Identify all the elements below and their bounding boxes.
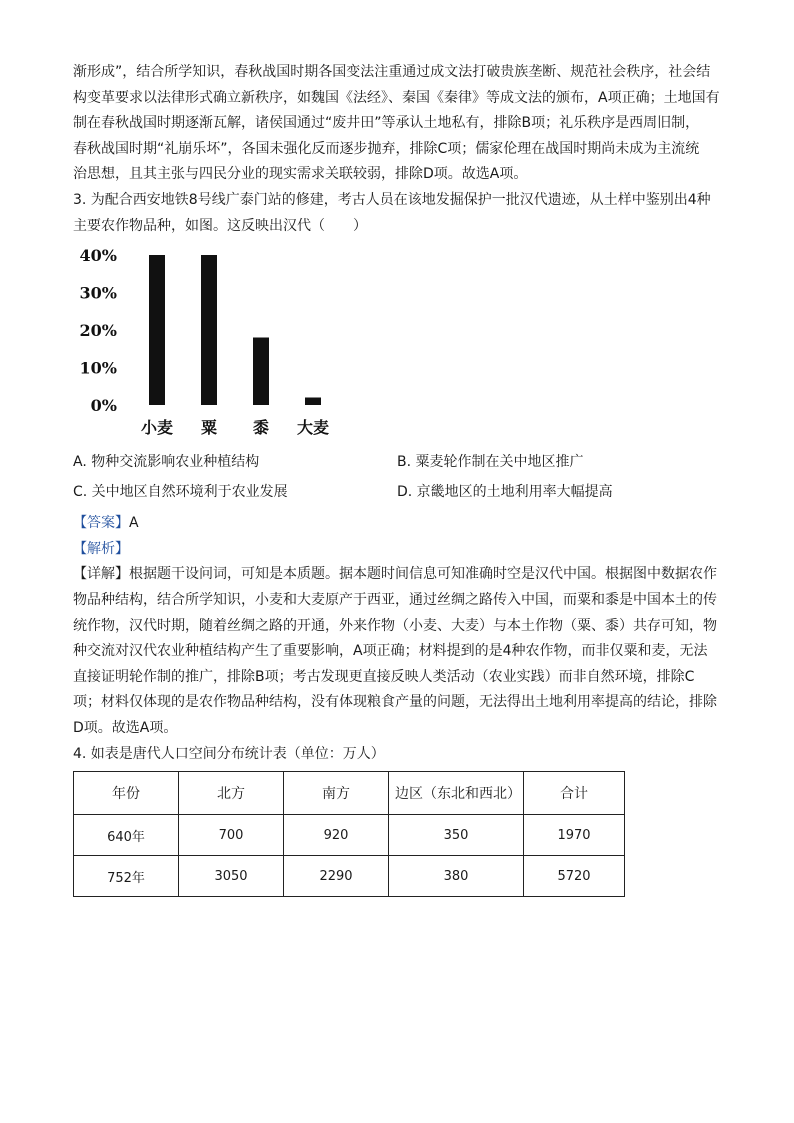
table-cell: 380 (389, 856, 524, 897)
bar (201, 255, 217, 405)
table-cell: 920 (284, 815, 389, 856)
bar (149, 255, 165, 405)
table-cell: 2290 (284, 856, 389, 897)
bar (253, 338, 269, 406)
table-cell: 3050 (179, 856, 284, 897)
option-d[interactable]: D. 京畿地区的土地利用率大幅提高 (397, 484, 613, 501)
question-stem: 4. 如表是唐代人口空间分布统计表（单位：万人） (73, 745, 385, 762)
x-tick-label: 粟 (200, 418, 218, 438)
table-cell: 640年 (74, 815, 179, 856)
x-tick-label: 小麦 (140, 418, 174, 438)
population-table (73, 771, 625, 897)
y-tick-label: 20% (79, 321, 117, 341)
table-header-cell: 合计 (524, 772, 625, 815)
text-line: 治思想，且其主张与四民分业的现实需求关联较弱，排除D项。故选A项。 (73, 166, 528, 183)
table-cell: 752年 (74, 856, 179, 897)
text-line: 统作物，汉代时期，随着丝绸之路的开通，外来作物（小麦、大麦）与本土作物（粟、黍）共存可知，物 (73, 617, 717, 634)
table-header-cell: 南方 (284, 772, 389, 815)
table-row (74, 815, 625, 856)
text-line: 制在春秋战国时期逐渐瓦解，诸侯国通过“废井田”等承认土地私有，排除B项；礼乐秩序是西周旧制， (73, 115, 700, 132)
answer-line (73, 511, 723, 537)
table-cell: 350 (389, 815, 524, 856)
table-row (74, 856, 625, 897)
table-header-cell: 边区（东北和西北） (389, 772, 524, 815)
y-tick-label: 30% (79, 283, 117, 303)
question-4 (73, 742, 723, 898)
chart-svg (73, 247, 333, 447)
intro-paragraph (73, 60, 723, 188)
y-tick-label: 0% (90, 396, 117, 416)
question-stem-line: 3. 为配合西安地铁8号线广泰门站的修建，考古人员在该地发掘保护一批汉代遗迹，从土样中鉴别出4种 (73, 191, 711, 208)
x-tick-label: 黍 (252, 418, 270, 438)
option-b[interactable]: B. 粟麦轮作制在关中地区推广 (397, 454, 584, 471)
text-line: 【详解】根据题干设问词，可知是本质题。据本题时间信息可知准确时空是汉代中国。根据图中数据农作 (73, 566, 717, 583)
question-3 (73, 188, 723, 742)
text-line: 项；材料仅体现的是农作物品种结构，没有体现粮食产量的问题，无法得出土地利用率提高的结论，排除 (73, 694, 717, 711)
text-line: D项。故选A项。 (73, 719, 178, 736)
y-tick-label: 10% (79, 358, 117, 378)
table-header-cell: 北方 (179, 772, 284, 815)
option-a[interactable]: A. 物种交流影响农业种植结构 (73, 454, 260, 471)
crop-bar-chart (73, 247, 333, 447)
text-line: 渐形成”，结合所学知识，春秋战国时期各国变法注重通过成文法打破贵族垄断、规范社会秩序，社会结 (73, 64, 711, 80)
analysis-tag: 【解析】 (73, 540, 129, 557)
text-line: 直接证明轮作制的推广，排除B项；考古发现更直接反映人类活动（农业实践）而非自然环境，排除C (73, 668, 695, 685)
answer-value: A (129, 515, 139, 532)
answer-tag: 【答案】 (73, 515, 129, 532)
detail-paragraph (73, 562, 723, 741)
options (73, 449, 723, 511)
table-header-row (74, 772, 625, 815)
x-tick-label: 大麦 (296, 418, 330, 438)
table-cell: 1970 (524, 815, 625, 856)
document-page (73, 60, 723, 897)
y-tick-label: 40% (79, 247, 117, 266)
table-cell: 700 (179, 815, 284, 856)
bar (305, 398, 321, 406)
analysis-line (73, 537, 723, 563)
question-stem-line: 主要农作物品种，如图。这反映出汉代（ ） (73, 217, 367, 234)
text-line: 种交流对汉代农业种植结构产生了重要影响，A项正确；材料提到的是4种农作物，而非仅粟和麦，无法 (73, 643, 708, 660)
table-header-cell: 年份 (74, 772, 179, 815)
table-cell: 5720 (524, 856, 625, 897)
option-c[interactable]: C. 关中地区自然环境利于农业发展 (73, 484, 288, 501)
text-line: 构变革要求以法律形式确立新秩序，如魏国《法经》、秦国《秦律》等成文法的颁布，A项正确；土地国有 (73, 89, 720, 106)
text-line: 物品种结构，结合所学知识，小麦和大麦原产于西亚，通过丝绸之路传入中国，而粟和黍是中国本土的传 (73, 591, 717, 608)
text-line: 春秋战国时期“礼崩乐坏”，各国未强化反而逐步抛弃，排除C项；儒家伦理在战国时期尚未成为主流统 (73, 140, 700, 157)
